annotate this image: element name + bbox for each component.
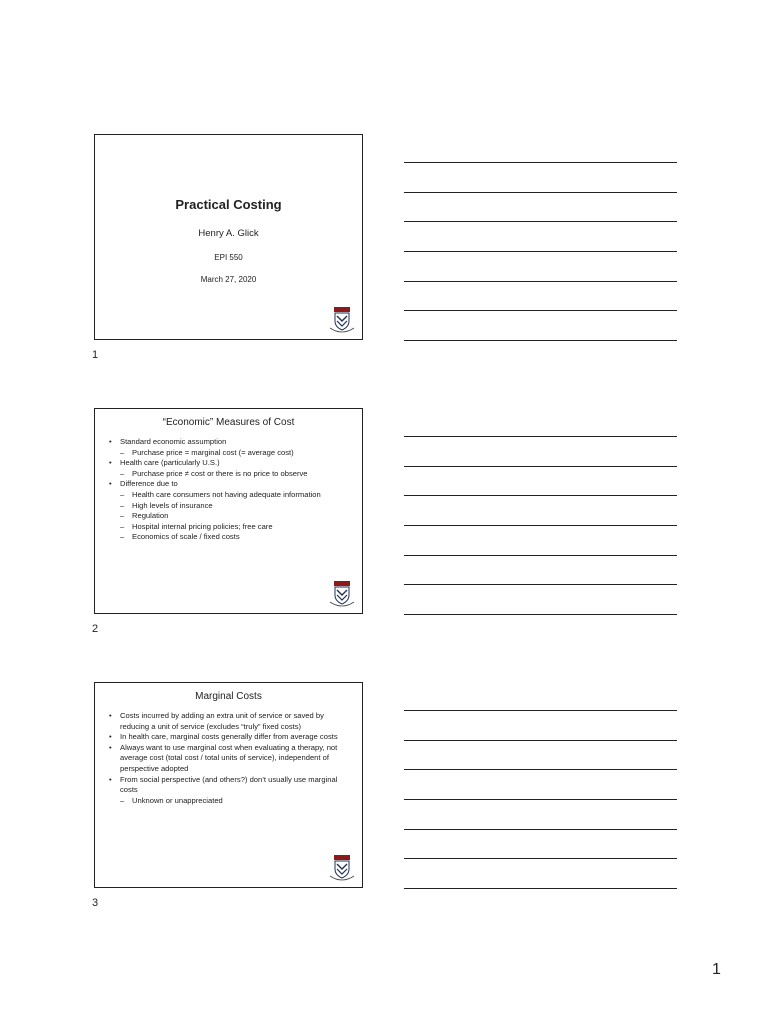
sub-bullet-item: – Economics of scale / fixed costs [107,532,348,543]
slide-number: 1 [92,349,99,361]
university-shield-logo-icon [328,580,356,608]
note-line [404,858,677,859]
university-shield-logo-icon [328,306,356,334]
slide-title: Practical Costing [175,197,282,212]
note-line [404,799,677,800]
note-line [404,221,677,222]
bullet-item: • Standard economic assumption [107,437,348,448]
slide-1-thumbnail [94,134,363,340]
note-line [404,584,677,585]
sub-bullet-item: – Unknown or unappreciated [107,796,348,807]
note-line [404,829,677,830]
note-line [404,340,677,341]
bullet-item: • Difference due to [107,479,348,490]
note-line [404,192,677,193]
note-line [404,740,677,741]
sub-bullet-item: – Hospital internal pricing policies; free care [107,522,348,533]
sub-bullet-item: – Health care consumers not having adequate information [107,490,348,501]
bullet-item: • Always want to use marginal cost when evaluating a therapy, not average cost (total cost / total units of service), independent of perspective adopted [107,743,348,775]
sub-bullet-item: – Purchase price ≠ cost or there is no price to observe [107,469,348,480]
note-line [404,162,677,163]
sub-bullet-item: – Regulation [107,511,348,522]
slide-course: EPI 550 [214,253,243,262]
note-line [404,281,677,282]
slide-2-thumbnail [94,408,363,614]
slide-bullet-list [107,711,348,806]
slide-bullet-list [107,437,348,543]
note-line [404,436,677,437]
sub-bullet-item: – Purchase price = marginal cost (= average cost) [107,448,348,459]
slide-number: 2 [92,623,99,635]
note-line [404,495,677,496]
slide-title: Marginal Costs [195,691,262,702]
sub-bullet-item: – High levels of insurance [107,501,348,512]
slide-author: Henry A. Glick [198,228,259,239]
slide-title: “Economic” Measures of Cost [162,417,295,428]
note-line [404,710,677,711]
page-number: 1 [712,961,721,978]
bullet-item: • In health care, marginal costs generally differ from average costs [107,732,348,743]
note-line [404,525,677,526]
slide-number: 3 [92,897,99,909]
slide-date: March 27, 2020 [200,275,257,284]
slide-3-thumbnail [94,682,363,888]
note-line [404,888,677,889]
note-line [404,310,677,311]
bullet-item: • Costs incurred by adding an extra unit of service or saved by reducing a unit of service (excludes “truly” fixed costs) [107,711,348,732]
bullet-item: • From social perspective (and others?) don’t usually use marginal costs [107,775,348,796]
note-line [404,769,677,770]
note-line [404,614,677,615]
note-line [404,251,677,252]
university-shield-logo-icon [328,854,356,882]
note-line [404,555,677,556]
bullet-item: • Health care (particularly U.S.) [107,458,348,469]
note-line [404,466,677,467]
